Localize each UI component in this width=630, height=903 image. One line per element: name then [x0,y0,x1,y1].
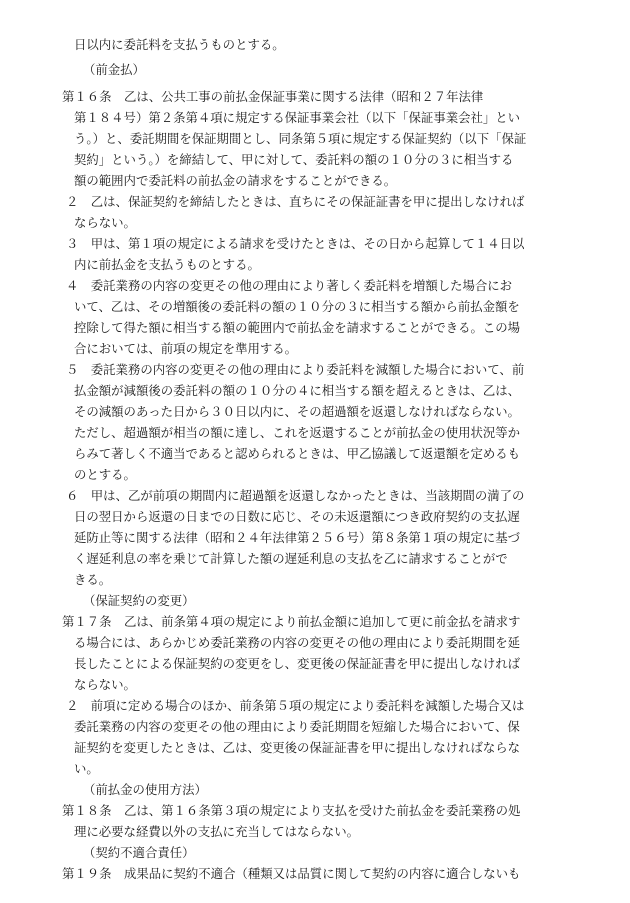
text-line: いて、乙は、その増額後の委託料の額の１０分の３に相当する額から前払金額を [74,299,520,314]
text-line: 額の範囲内で委託料の前払金の請求をすることができる。 [74,173,397,188]
text-line: 契約」という。）を締結して、甲に対して、委託料の額の１０分の３に相当する [74,152,514,167]
paragraph-line: ６ 甲は、乙が前項の期間内に超過額を返還しなかったときは、当該期間の満了の [66,488,525,503]
text-line: ならない。 [74,677,136,692]
paragraph-line: ５ 委託業務の内容の変更その他の理由により委託料を減額した場合において、前 [66,362,525,377]
paragraph-line: ４ 委託業務の内容の変更その他の理由により著しく委託料を増額した場合にお [66,278,513,293]
text-line: 第１８４号）第２条第４項に規定する保証事業会社（以下「保証事業会社」とい [74,110,521,125]
paragraph-line: ２ 乙は、保証契約を締結したときは、直ちにその保証証書を甲に提出しなければ [66,194,525,209]
paragraph-line: ２ 前項に定める場合のほか、前条第５項の規定により委託料を減額した場合又は [66,698,525,713]
text-line: る場合には、あらかじめ委託業務の内容の変更その他の理由により委託期間を延 [74,635,521,650]
text-line: ならない。 [74,215,136,230]
text-line: く遅延利息の率を乗じて計算した額の遅延利息の支払を乙に請求することがで [74,551,508,566]
text-line: 証契約を変更したときは、乙は、変更後の保証証書を甲に提出しなければならな [74,740,521,755]
text-line: う。）と、委託期間を保証期間とし、同条第５項に規定する保証契約（以下「保証 [74,131,527,146]
article-line: 第１９条 成果品に契約不適合（種類又は品質に関して契約の内容に適合しないも [62,866,521,881]
text-line: 理に必要な経費以外の支払に充当してはならない。 [74,824,359,839]
text-line: ただし、超過額が相当の額に達し、これを返還することが前払金の使用状況等か [74,425,521,440]
text-line: 払金額が減額後の委託料の額の１０分の４に相当する額を超えるときは、乙は、 [74,383,521,398]
article-line: 第１６条 乙は、公共工事の前払金保証事業に関する法律（昭和２７年法律 [62,89,484,104]
paragraph-line: ３ 甲は、第１項の規定による請求を受けたときは、その日から起算して１４日以 [66,236,525,251]
article-line: 第１７条 乙は、前条第４項の規定により前払金額に追加して更に前金払を請求す [62,614,521,629]
text-line: きる。 [74,572,112,587]
text-line: 控除して得た額に相当する額の範囲内で前払金を請求することができる。この場 [74,320,521,335]
text-line: のとする。 [74,467,136,482]
text-line: 延防止等に関する法律（昭和２４年法律第２５６号）第８条第１項の規定に基づ [74,530,521,545]
article-heading: （前金払） [83,62,145,77]
article-heading: （契約不適合責任） [83,845,195,860]
text-line: い。 [74,761,99,776]
text-line: 委託業務の内容の変更その他の理由により委託期間を短縮した場合において、保 [74,719,520,734]
text-line: らみて著しく不適当であると認められるときは、甲乙協議して返還額を定めるも [74,446,521,461]
text-line: 日以内に委託料を支払うものとする。 [74,37,285,52]
text-line: 長したことによる保証契約の変更をし、変更後の保証証書を甲に提出しなければ [74,656,521,671]
text-line: 内に前払金を支払うものとする。 [74,257,260,272]
article-heading: （前払金の使用方法） [83,782,207,797]
text-line: 日の翌日から返還の日までの日数に応じ、その未返還額につき政府契約の支払遅 [74,509,520,524]
text-line: 合においては、前項の規定を準用する。 [74,341,298,356]
article-heading: （保証契約の変更） [83,593,195,608]
article-line: 第１８条 乙は、第１６条第３項の規定により支払を受けた前払金を委託業務の処 [62,803,521,818]
text-line: その減額のあった日から３０日以内に、その超過額を返還しなければならない。 [74,404,520,419]
